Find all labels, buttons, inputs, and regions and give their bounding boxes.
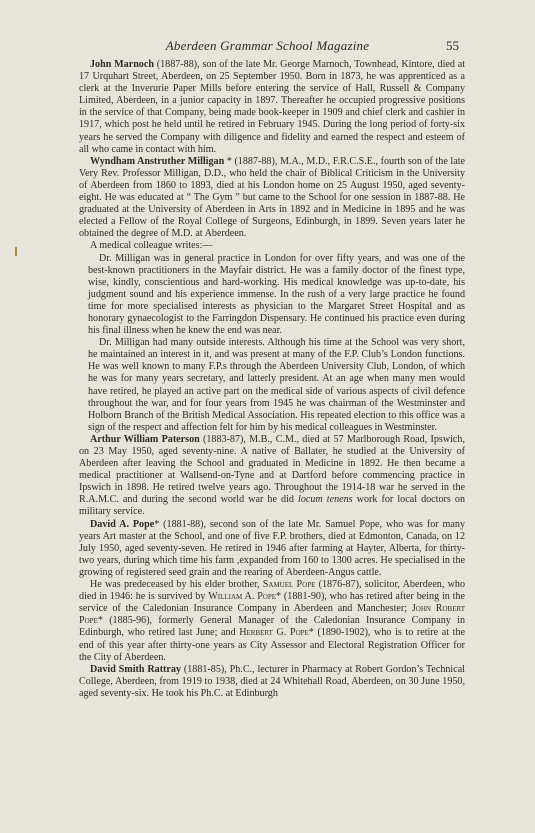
- entry-name: Arthur William Paterson: [90, 433, 200, 445]
- margin-mark: [15, 247, 17, 256]
- brother-name: Samuel Pope: [262, 579, 316, 591]
- obituary-text: [79, 59, 465, 700]
- pope-brothers: [79, 579, 465, 664]
- page-number: 55: [446, 38, 459, 53]
- entry-text: * (1881-88), second son of the late Mr. Samuel Pope, who was for many years Art master at the School, and one of five F.P. brothers, died at Edmonton, Canada, on 12 July 1950, aged seventy-seven. He retired in 1946 after farming at Hayter, Alberta, for thirty-two years, during which time his farm ,expanded from 160 to 1300 acres. He specialised in the growing of registered seed grain and the rearing of Aberdeen-Angus cattle.: [79, 518, 465, 578]
- quote-paragraph: Dr. Milligan had many outside interests. Although his time at the School was very short, he maintained an interest in it, and was present at many of the F.P. Club’s London functions. He was well known to many F.P.s through the Aberdeen University Club, London, of which he was for many years secretary, and latterly president. At an age when many men would have retired, he played an active part on the medical side of various aspects of civil defence throughout the war, and for four years from 1945 he was chairman of the Westminster and Holborn Branch of the British Medical Association. His repeated election to this office was a sign of the respect and affection felt for him by his medical colleagues in Westminster.: [88, 337, 465, 433]
- entry-pope: [79, 519, 465, 579]
- entry-name: David A. Pope: [90, 518, 155, 530]
- colleague-intro: A medical colleague writes:—: [90, 240, 213, 252]
- entry-text: (1881-85), Ph.C., lecturer in Pharmacy at Robert Gordon’s Technical College, Aberdeen, from 1919 to 1938, died at 24 Whitehall Road, Aberdeen, on 30 June 1950, aged seventy-six. He took his Ph.C. at Edinburgh: [79, 663, 465, 699]
- entry-text: * (1881-90), who has retired after being in the service of the Caledonian Insurance Company in Aberdeen and Manchester;: [79, 591, 465, 615]
- entry-italic: locum tenens: [298, 494, 353, 506]
- entry-name: David Smith Rattray: [90, 663, 181, 675]
- colleague-quote: [79, 253, 465, 434]
- entry-text: (1876-87), solicitor, Aberdeen, who died in 1946: he is survived by: [79, 579, 465, 603]
- entry-milligan: [79, 156, 465, 241]
- entry-text: He was predeceased by his elder brother,: [90, 579, 263, 591]
- entry-name: Wyndham Anstruther Milligan: [90, 155, 225, 167]
- brother-name: Herbert G. Pope: [239, 627, 309, 639]
- entry-marnoch: [79, 59, 465, 156]
- entry-text: * (1890-1902), who is to retire at the end of this year after thirty-one years as City Assessor and Electoral Registration Officer for the City of Aberdeen.: [79, 627, 465, 663]
- entry-text: work for local doctors on military service.: [79, 494, 465, 518]
- entry-name: John Marnoch: [90, 59, 154, 70]
- brother-name: John Robert Pope: [79, 603, 466, 627]
- entry-text: (1883-87), M.B., C.M., died at 57 Marlborough Road, Ipswich, on 23 May 1950, aged seventy-nine. A native of Ballater, he studied at the University of Aberdeen after leaving the School and graduated in Medicine in 1892. He then became a medical practitioner at Wallsend-on-Tyne and at Dartford before commencing practice in Ipswich in 1898. He retired twelve years ago. Throughout the 1914-18 war he served in the R.A.M.C. and during the second world war he did: [79, 433, 465, 506]
- entry-text: * (1887-88), M.A., M.D., F.R.C.S.E., fourth son of the late Very Rev. Professor Milligan, D.D., who held the chair of Biblical Criticism in the University of Aberdeen from 1860 to 1893, died at his London home on 25 August 1950, aged seventy-eight. He was educated at “ The Gym ” but came to the School for one session in 1887-88. He graduated at the University of Aberdeen in Arts in 1892 and in Medicine in 1895 and he was elected a Fellow of the Royal College of Surgeons, Edinburgh, in 1899. Seven years later he obtained the degree of M.D. at Aberdeen.: [79, 155, 465, 240]
- quote-paragraph: Dr. Milligan was in general practice in London for over fifty years, and was one of the best-known practitioners in the Mayfair district. He was a family doctor of the finest type, wise, kindly, conscientious and hard-working. His medical knowledge was up-to-date, his judgment sound and his experience immense. In the rush of a very large practice he found time for more specialised interests as physician to the Margaret Street Hospital and as honorary gynaecologist to the Farringdon Dispensary. He continued his practice even during his final illness when he knew the end was near.: [88, 252, 465, 337]
- running-header: [0, 38, 535, 54]
- magazine-title: Aberdeen Grammar School Magazine: [165, 38, 370, 53]
- brother-name: William A. Pope: [208, 591, 277, 603]
- entry-paterson: [79, 434, 465, 519]
- entry-rattray: [79, 664, 465, 700]
- entry-text: (1887-88), son of the late Mr. George Marnoch, Townhead, Kintore, died at 17 Urquhart Street, Aberdeen, on 25 September 1950. Born in 1873, he was apprenticed as a clerk at the Inverurie Paper Mills before entering the service of Hall, Russell & Company Limited, Aberdeen, in a junior capacity in 1897. Thereafter he occupied progressive positions in the service of that Company, being made book-keeper in 1909 and chief clerk and cashier in 1917, which post he held until he retired in February 1945. During the long period of forty-six years he served the Company with diligence and fidelity and earned the respect and esteem of all who came in contact with him.: [79, 59, 466, 155]
- entry-text: * (1885-96), formerly General Manager of the Caledonian Insurance Company in Edinburgh, who retired last June; and: [79, 615, 465, 639]
